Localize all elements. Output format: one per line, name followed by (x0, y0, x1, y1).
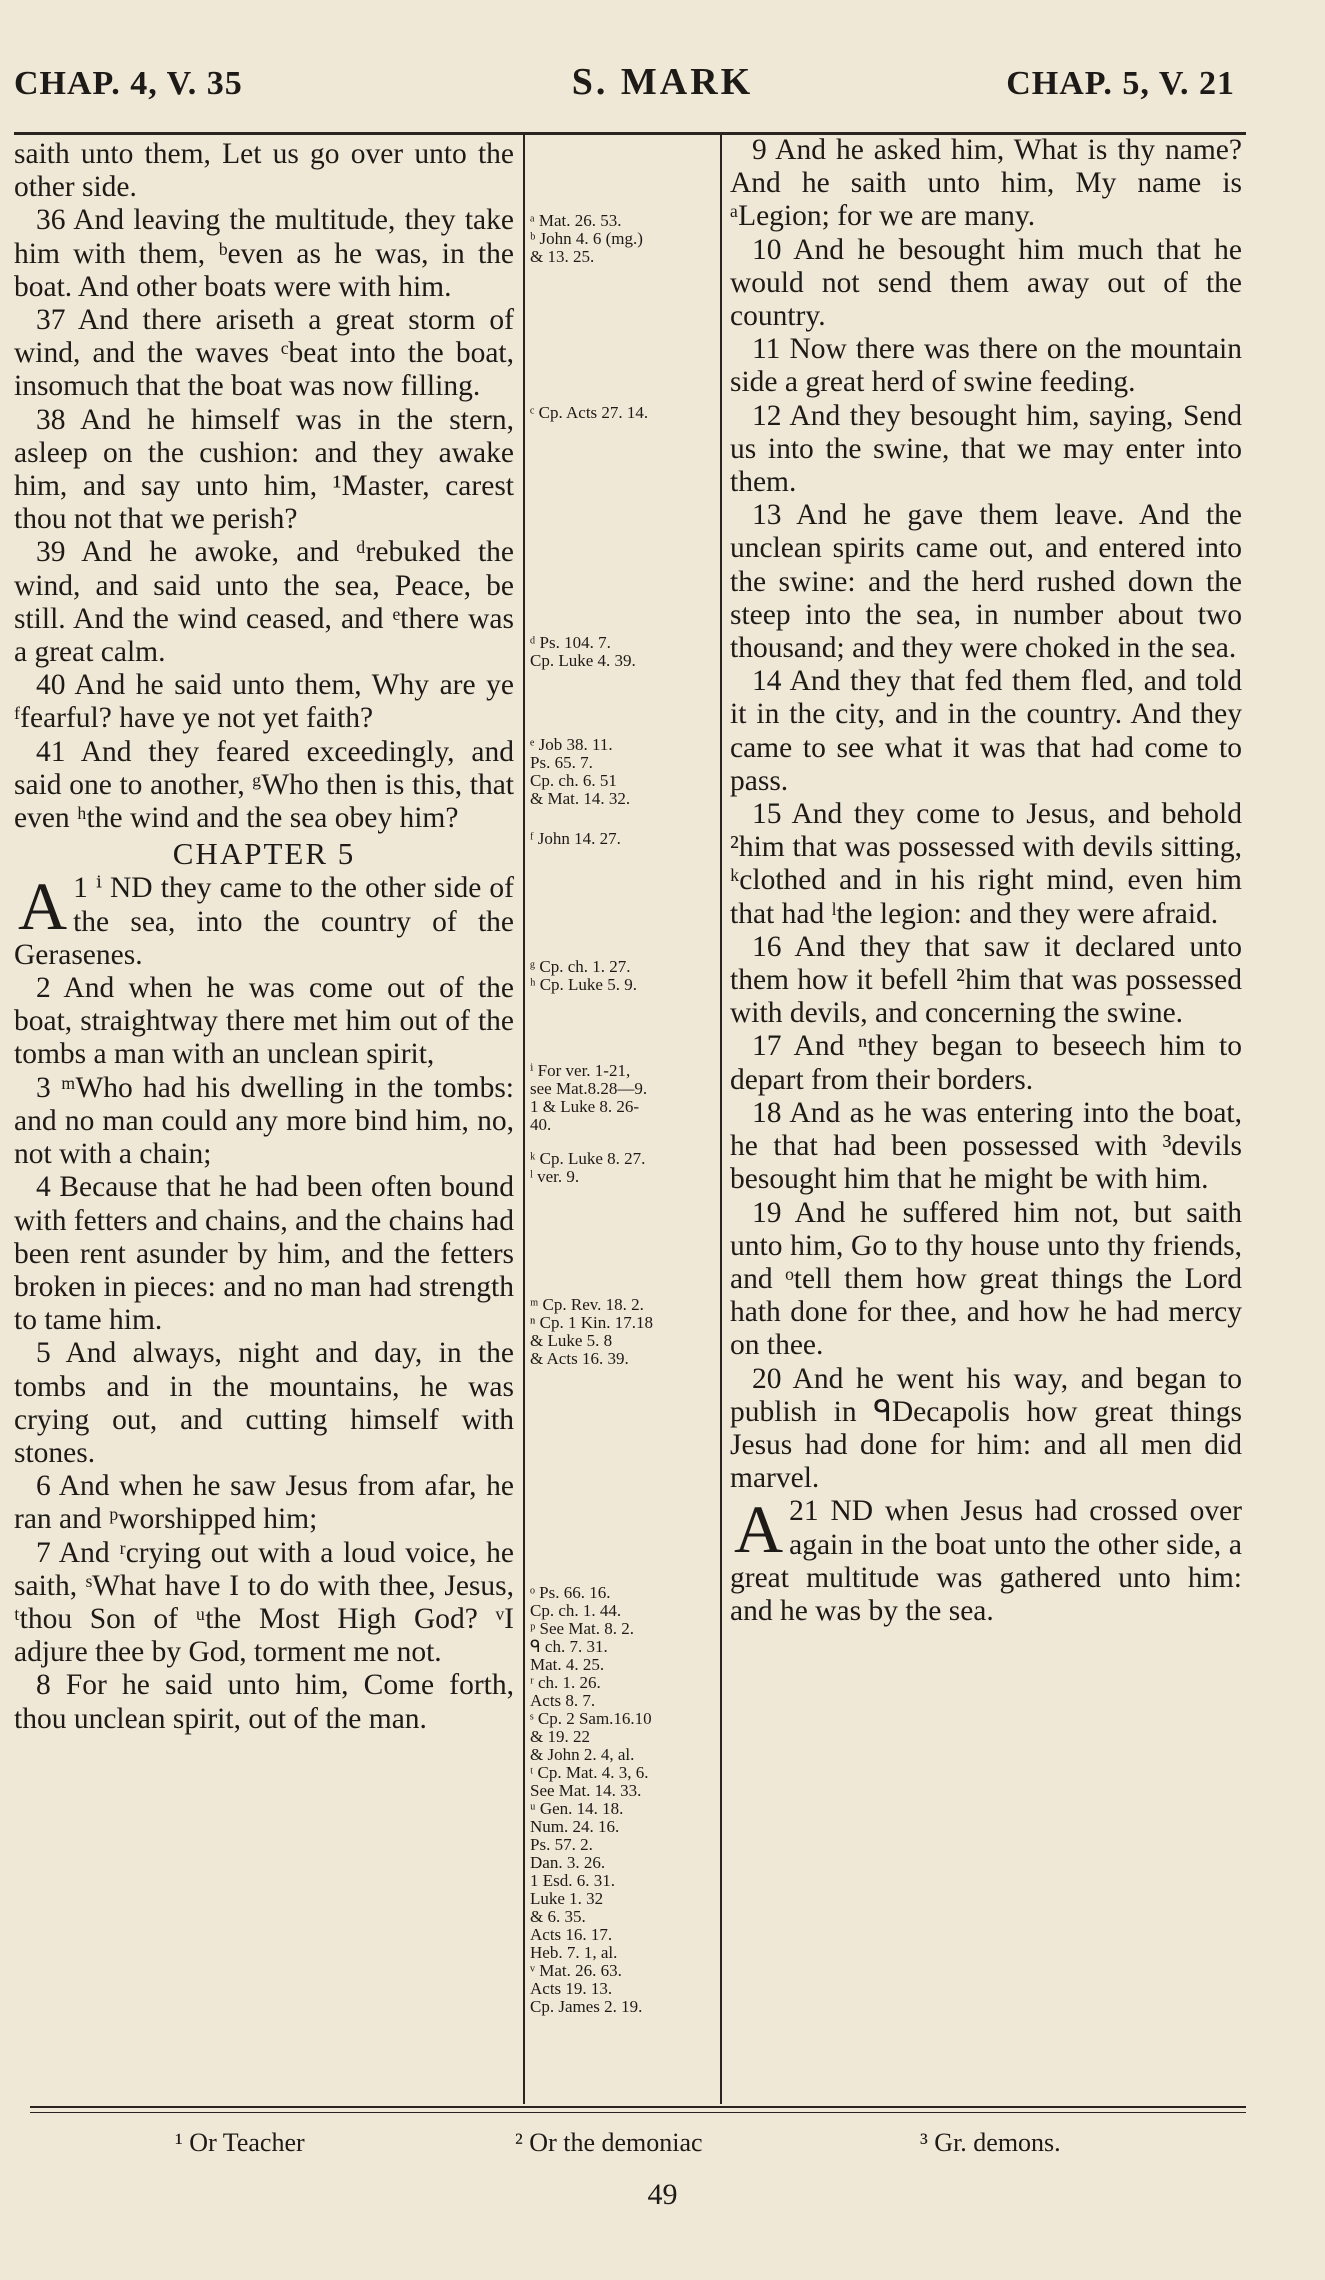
verse-40: 40 And he said unto them, Why are ye ᶠfearful? have ye not yet faith? (14, 669, 514, 735)
header-chapter-start: CHAP. 4, V. 35 (14, 65, 243, 102)
verse-5-8: 8 For he said unto him, Come forth, thou unclean spirit, out of the man. (14, 1669, 514, 1735)
verse-38: 38 And he himself was in the stern, asleep on the cushion: and they awake him, and say unto him, ¹Master, carest thou not that we perish? (14, 403, 514, 536)
verse-37: 37 And there ariseth a great storm of wind, and the waves ᶜbeat into the boat, insomuch that the boat was now filling. (14, 304, 514, 403)
ref-block-g: ᵍ Cp. ch. 1. 27. ʰ Cp. Luke 5. 9. (530, 957, 637, 994)
footnote-2: ² Or the demoniac (515, 2128, 703, 2157)
verse-5-1-text: 1 ⁱ ND they came to the other side of the sea, into the country of the Gerasenes. (14, 872, 514, 971)
running-header (0, 55, 1325, 125)
column-divider-right (720, 134, 722, 2104)
verse-5-21-text: 21 ND when Jesus had crossed over again in the boat unto the other side, a great multitude was gathered unto him: and he was by the sea. (730, 1495, 1242, 1627)
verse-5-9: 9 And he asked him, What is thy name? And he saith unto him, My name is ᵃLegion; for we are many. (730, 134, 1242, 233)
verse-5-5: 5 And always, night and day, in the tombs and in the mountains, he was crying out, and cutting himself with stones. (14, 1337, 514, 1469)
ref-block-c: ᶜ Cp. Acts 27. 14. (530, 403, 649, 422)
verse-5-2: 2 And when he was come out of the boat, straightway there met him out of the tombs a man with an unclean spirit, (14, 972, 514, 1071)
verse-5-12: 12 And they besought him, saying, Send us into the swine, that we may enter into them. (730, 399, 1242, 499)
ref-block-d: ᵈ Ps. 104. 7. Cp. Luke 4. 39. (530, 633, 636, 670)
verse-5-13: 13 And he gave them leave. And the unclean spirits came out, and entered into the swine: and the herd rushed down the steep into the sea, in number about two thousand; and they were choked in the sea. (730, 499, 1242, 665)
verse-5-15: 15 And they come to Jesus, and behold ²him that was possessed with devils sitting, ᵏclothed and in his right mind, even him that had ˡthe legion: and they were afraid. (730, 798, 1242, 930)
verse-5-7: 7 And ʳcrying out with a loud voice, he saith, ˢWhat have I to do with thee, Jesus, ᵗthou Son of ᵘthe Most High God? ᵛI adjure thee by God, torment me not. (14, 1536, 514, 1669)
footnote-3: ³ Gr. demons. (920, 2128, 1061, 2157)
verse-41: 41 And they feared exceedingly, and said one to another, ᵍWho then is this, that even ʰthe wind and the sea obey him? (14, 735, 514, 835)
ref-block-i: ⁱ For ver. 1-21, see Mat.8.28—9. 1 & Luke 8. 26- 40. (530, 1061, 648, 1134)
verse-5-17: 17 And ⁿthey began to beseech him to depart from their borders. (730, 1030, 1242, 1096)
right-text-column (730, 134, 1242, 1628)
ref-block-a: ᵃ Mat. 26. 53. ᵇ John 4. 6 (mg.) & 13. 25. (530, 211, 643, 266)
verse-5-21 (730, 1491, 1242, 1628)
left-text-column (14, 138, 514, 1736)
header-chapter-end: CHAP. 5, V. 21 (1006, 65, 1235, 102)
verse-36: 36 And leaving the multitude, they take him with them, ᵇeven as he was, in the boat. And other boats were with him. (14, 204, 514, 303)
ref-block-k: ᵏ Cp. Luke 8. 27. ˡ ver. 9. (530, 1149, 646, 1186)
verse-5-16: 16 And they that saw it declared unto them how it befell ²him that was possessed with devils, and concerning the swine. (730, 930, 1242, 1030)
verse-5-4: 4 Because that he had been often bound with fetters and chains, and the chains had been rent asunder by him, and the fetters broken in pieces: and no man had strength to tame him. (14, 1171, 514, 1337)
verse-39: 39 And he awoke, and ᵈrebuked the wind, and said unto the sea, Peace, be still. And the wind ceased, and ᵉthere was a great calm. (14, 536, 514, 669)
verse-5-19: 19 And he suffered him not, but saith unto him, Go to thy house unto thy friends, and ᵒtell them how great things the Lord hath done for thee, and how he had mercy on thee. (730, 1196, 1242, 1362)
footnote-1: ¹ Or Teacher (175, 2128, 305, 2157)
drop-cap-letter: A (18, 868, 68, 945)
ref-block-e: ᵉ Job 38. 11. Ps. 65. 7. Cp. ch. 6. 51 & Mat. 14. 32. (530, 735, 631, 808)
verse-35-cont: saith unto them, Let us go over unto the other side. (14, 138, 514, 204)
ref-block-m: ᵐ Cp. Rev. 18. 2. ⁿ Cp. 1 Kin. 17.18 & Luke 5. 8 & Acts 16. 39. (530, 1295, 653, 1368)
verse-5-6: 6 And when he saw Jesus from afar, he ran and ᵖworshipped him; (14, 1470, 514, 1536)
verse-5-18: 18 And as he was entering into the boat, he that had been possessed with ³devils besought him that he might be with him. (730, 1096, 1242, 1196)
ref-block-f: ᶠ John 14. 27. (530, 829, 621, 848)
verse-5-1 (14, 868, 514, 972)
column-divider-left (523, 134, 525, 2104)
footer-rule (30, 2106, 1246, 2108)
footer-rule-second (30, 2112, 1246, 2113)
verse-5-11: 11 Now there was there on the mountain side a great herd of swine feeding. (730, 333, 1242, 399)
verse-5-14: 14 And they that fed them fled, and told it in the city, and in the country. And they came to see what it was that had come to pass. (730, 665, 1242, 797)
verse-5-20: 20 And he went his way, and began to publish in ᑫDecapolis how great things Jesus had done for him: and all men did marvel. (730, 1362, 1242, 1495)
drop-cap-letter-21: A (734, 1491, 784, 1568)
header-book-title: S. MARK (571, 61, 754, 103)
verse-5-10: 10 And he besought him much that he would not send them away out of the country. (730, 233, 1242, 333)
page-number: 49 (647, 2178, 678, 2211)
ref-block-o: ᵒ Ps. 66. 16. Cp. ch. 1. 44. ᵖ See Mat. 8. 2. ᑫ ch. 7. 31. Mat. 4. 25. ʳ ch. 1. 26. Acts 8. 7. ˢ Cp. 2 Sam.16.10 & 19. 22 & John 2. 4, al. ᵗ Cp. Mat. 4. 3, 6. See Mat. 14. 33. ᵘ Gen. 14. 18. Num. 24. 16. Ps. 57. 2. Dan. 3. 26. 1 Esd. 6. 31. Luke 1. 32 & 6. 35. Acts 16. 17. Heb. 7. 1, al. ᵛ Mat. 26. 63. Acts 19. 13. Cp. James 2. 19. (530, 1583, 652, 2016)
chapter-heading: CHAPTER 5 (172, 836, 356, 872)
verse-5-3: 3 ᵐWho had his dwelling in the tombs: and no man could any more bind him, no, not with a chain; (14, 1071, 514, 1171)
